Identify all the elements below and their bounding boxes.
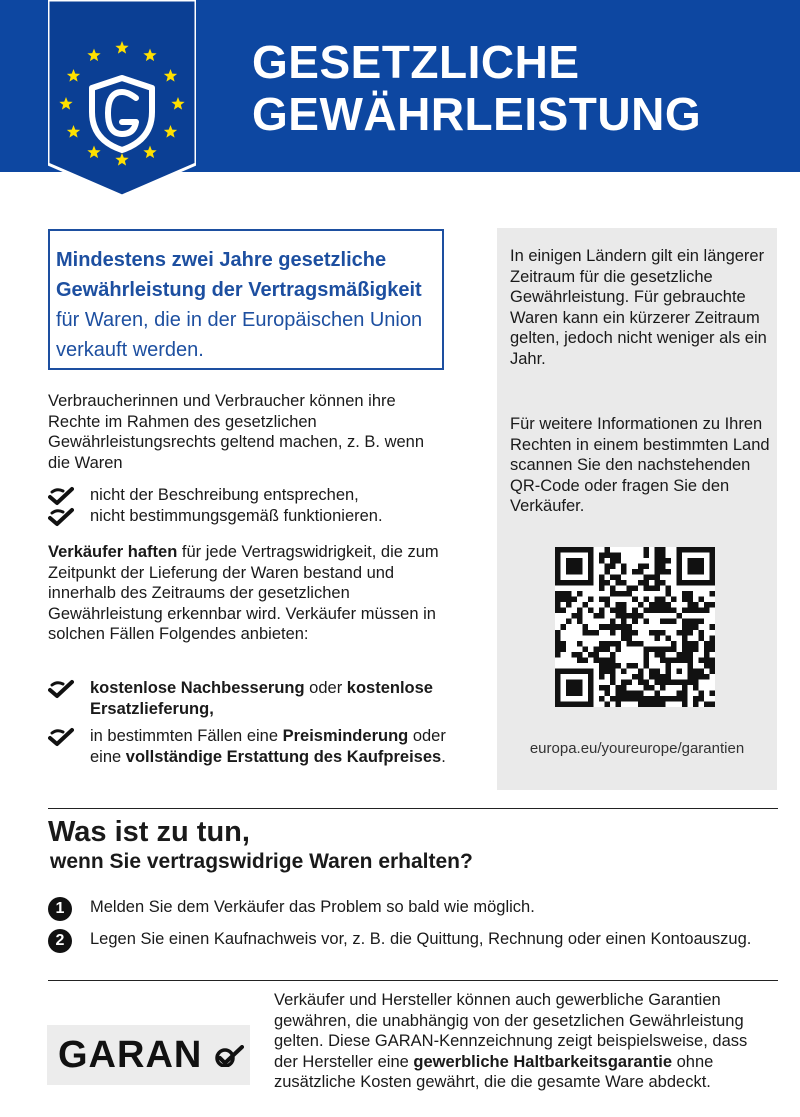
sidebar-text-1: In einigen Ländern gilt ein längerer Zeitraum für die gesetzliche Gewährleistung. Für gebrauchte Waren kann ein kürzerer Zeitraum gelten, jedoch nicht weniger als ein Jahr. [510, 247, 767, 368]
step-item [48, 929, 780, 950]
minimum-warranty-text: für Waren, die in der Europäischen Union verkauft werden. [56, 309, 423, 361]
page-title [252, 36, 701, 140]
condition-text: nicht bestimmungsgemäß funktionieren. [90, 507, 383, 525]
divider [48, 980, 778, 981]
checkmark-icon [48, 507, 74, 527]
remedy-bold: Preisminderung [282, 727, 409, 745]
qr-code-icon[interactable] [555, 547, 715, 707]
remedy-bold: vollständige Erstattung des Kaufpreises [125, 748, 442, 766]
step-number-1-icon: 1 [48, 897, 72, 921]
divider [48, 808, 778, 809]
remedy-text: in bestimmten Fällen eine [90, 727, 283, 745]
remedies-list [48, 678, 448, 768]
title-line-1: GESETZLICHE [252, 36, 580, 88]
remedy-bold: kostenlose Ersatzlieferung, [90, 679, 433, 718]
minimum-warranty-bold: Mindestens zwei Jahre gesetzliche Gewährleistung der Vertragsmäßigkeit [56, 249, 422, 301]
title-line-2: GEWÄHRLEISTUNG [252, 88, 702, 140]
step-item [48, 897, 790, 918]
list-item [48, 678, 448, 720]
remedy-text: oder eine [90, 727, 446, 766]
list-item [48, 506, 448, 527]
section-subheading: wenn Sie vertragswidrige Waren erhalten? [50, 850, 473, 873]
remedy-bold: kostenlose Nachbesserung [90, 679, 305, 697]
info-url[interactable]: europa.eu/youreurope/garantien [529, 740, 745, 757]
seller-bold: Verkäufer haften [48, 543, 178, 561]
intro-paragraph: Verbraucherinnen und Verbraucher können ihre Rechte im Rahmen des gesetzlichen Gewährleistungsrechts geltend machen, z. B. wenn die Waren [48, 392, 425, 472]
conditions-list [48, 485, 448, 527]
list-item [48, 485, 448, 506]
seller-paragraph [48, 542, 448, 645]
eu-guarantee-emblem-icon [48, 0, 196, 196]
garan-bold: gewerbliche Haltbarkeitsgarantie [413, 1052, 673, 1071]
seller-text: für jede Vertragswidrigkeit, die zum Zeitpunkt der Lieferung der Waren bestand und innerhalb des Zeitraums der gesetzlichen Gewährleistung erkennbar wird. Verkäufer müssen in solchen Fällen Folgendes anbieten: [48, 543, 439, 643]
garan-logo-text: GARAN [58, 1034, 203, 1076]
sidebar-text-2: Für weitere Informationen zu Ihren Rechten in einem bestimmten Land scannen Sie den nachstehenden QR-Code oder fragen Sie den Verkäufer. [510, 415, 770, 515]
minimum-warranty-box [48, 229, 444, 370]
garan-text-1: Verkäufer und Hersteller können auch gewerbliche Garantien gewähren, die unabhängig von der gesetzlichen Gewährleistung gelten. Diese GARAN-Kennzeichnung zeigt beispielsweise, dass der Hersteller eine [274, 991, 748, 1071]
step-number-2-icon: 2 [48, 929, 72, 953]
section-heading: Was ist zu tun, [48, 816, 250, 848]
condition-text: nicht der Beschreibung entsprechen, [90, 486, 359, 504]
step-text: Melden Sie dem Verkäufer das Problem so bald wie möglich. [90, 898, 535, 916]
remedy-text: oder [304, 679, 347, 697]
checkmark-icon [48, 727, 74, 747]
garan-paragraph [274, 990, 774, 1093]
list-item [48, 726, 448, 768]
garan-text-2: ohne zusätzliche Kosten gewährt, die die gesamte Ware abdeckt. [274, 1052, 714, 1091]
checkmark-icon [48, 679, 74, 699]
step-text: Legen Sie einen Kaufnachweis vor, z. B. die Quittung, Rechnung oder einen Kontoauszug. [90, 930, 752, 948]
remedy-text: . [441, 748, 446, 766]
garan-checkmark-icon [214, 1045, 244, 1067]
checkmark-icon [48, 486, 74, 506]
